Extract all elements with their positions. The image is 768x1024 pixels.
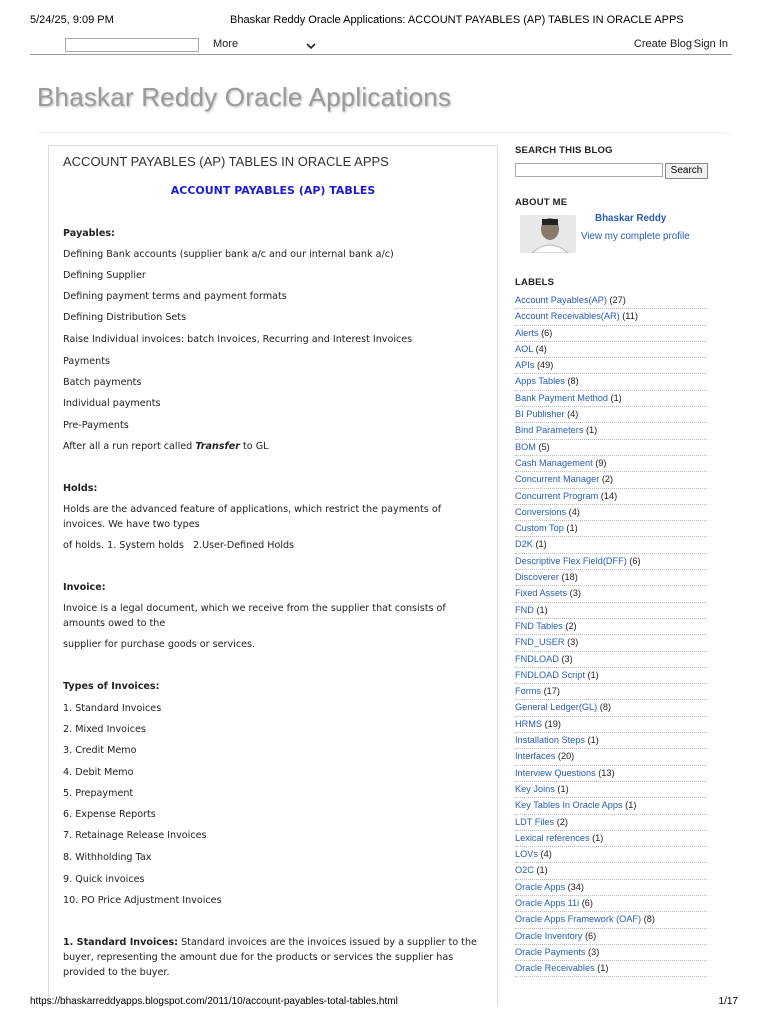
label-item	[515, 652, 707, 668]
label-count: (6)	[629, 555, 641, 566]
invoice-type-item: 7. Retainage Release Invoices	[63, 830, 207, 841]
search-form	[515, 163, 710, 179]
label-link[interactable]: Apps Tables	[515, 376, 565, 387]
label-count: (4)	[540, 849, 552, 860]
label-item	[515, 929, 707, 945]
label-link[interactable]: Lexical references	[515, 832, 590, 843]
label-item	[515, 489, 707, 505]
label-count: (17)	[543, 686, 560, 697]
label-count: (1)	[597, 963, 609, 974]
label-count: (6)	[541, 327, 553, 338]
label-link[interactable]: General Ledger(GL)	[515, 702, 598, 713]
label-item	[515, 456, 707, 472]
payables-item: Defining Bank accounts (supplier bank a/c and our internal bank a/c)	[63, 249, 394, 260]
label-item	[515, 342, 707, 358]
search-heading: SEARCH THIS BLOG	[515, 145, 613, 156]
label-link[interactable]: FND Tables	[515, 620, 563, 631]
sign-in-link[interactable]: Sign In	[693, 38, 728, 50]
label-link[interactable]: BOM	[515, 441, 536, 452]
invoice-type-item: 2. Mixed Invoices	[63, 724, 146, 735]
label-count: (11)	[622, 311, 638, 322]
label-item	[515, 717, 707, 733]
invoice-type-item: 10. PO Price Adjustment Invoices	[63, 895, 222, 906]
label-count: (13)	[598, 767, 615, 778]
label-count: (1)	[625, 800, 637, 811]
label-count: (6)	[581, 897, 593, 908]
blogger-navbar	[30, 36, 732, 55]
label-link[interactable]: D2K	[515, 539, 533, 550]
label-item	[515, 766, 707, 782]
label-link[interactable]: Custom Top	[515, 523, 564, 534]
invoice-type-item: 3. Credit Memo	[63, 745, 137, 756]
payables-item: Raise Individual invoices: batch Invoices, Recurring and Interest Invoices	[63, 334, 413, 345]
holds-text: invoices. We have two types	[63, 519, 200, 530]
label-count: (1)	[592, 832, 604, 843]
label-item	[515, 570, 707, 586]
invoice-type-item: 1. Standard Invoices	[63, 703, 162, 714]
label-link[interactable]: Oracle Apps Framework (OAF)	[515, 914, 642, 925]
holds-heading: Holds:	[63, 483, 98, 494]
label-count: (6)	[584, 930, 597, 941]
label-link[interactable]: FNDLOAD Script	[515, 669, 585, 680]
post-container	[48, 145, 498, 1006]
label-link[interactable]: Conversions	[515, 506, 567, 517]
label-item	[515, 293, 707, 309]
payables-heading: Payables:	[63, 228, 115, 239]
label-item	[515, 880, 707, 896]
label-item	[515, 912, 707, 928]
label-link[interactable]: O2C	[515, 865, 534, 876]
label-link[interactable]: Oracle Apps 11i	[515, 897, 580, 908]
label-link[interactable]: Oracle Apps	[515, 881, 566, 892]
label-link[interactable]: Concurrent Manager	[515, 474, 600, 485]
label-item	[515, 505, 707, 521]
label-item	[515, 700, 707, 716]
label-link[interactable]: Discoverer	[515, 572, 559, 583]
transfer-line: After all a run report called Transfer to GL	[63, 441, 269, 452]
label-link[interactable]: Account Payables(AP)	[515, 295, 607, 305]
label-link[interactable]: Interview Questions	[515, 767, 596, 778]
invoice-type-item: 8. Withholding Tax	[63, 852, 152, 863]
label-count: (1)	[610, 392, 622, 403]
create-blog-link[interactable]: Create Blog	[633, 38, 692, 50]
navbar-search-input[interactable]	[65, 38, 199, 52]
label-count: (20)	[557, 751, 575, 762]
label-count: (18)	[561, 572, 578, 583]
label-count: (1)	[535, 539, 547, 550]
label-count: (4)	[535, 343, 547, 354]
label-count: (1)	[536, 865, 548, 876]
label-item	[515, 603, 707, 619]
label-count: (1)	[586, 425, 598, 436]
invoice-type-item: 4. Debit Memo	[63, 767, 134, 778]
label-count: (49)	[536, 360, 554, 371]
view-profile-link[interactable]: View my complete profile	[581, 231, 690, 242]
holds-text: of holds. 1. System holds 2.User-Defined Holds	[63, 540, 295, 551]
label-count: (1)	[587, 669, 599, 680]
label-link[interactable]: Interfaces	[515, 751, 556, 762]
label-item	[515, 358, 707, 374]
label-link[interactable]: Descriptive Flex Field(DFF)	[515, 555, 627, 566]
label-link[interactable]: Cash Management	[515, 457, 593, 468]
label-count: (4)	[567, 409, 579, 420]
label-link[interactable]: Bind Parameters	[515, 425, 584, 436]
label-item	[515, 407, 707, 423]
label-item	[515, 831, 707, 847]
label-item	[515, 374, 707, 390]
invoice-type-item: 6. Expense Reports	[63, 809, 156, 820]
label-link[interactable]: Key Joins	[515, 783, 555, 794]
search-button[interactable]: Search	[665, 163, 708, 179]
page-url: https://bhaskarreddyapps.blogspot.com/2011/10/account-payables-total-tables.html	[30, 996, 398, 1007]
label-item	[515, 635, 707, 651]
label-link[interactable]: Fixed Assets	[515, 588, 568, 599]
chevron-down-icon[interactable]	[306, 38, 316, 56]
invoice-heading: Invoice:	[63, 582, 106, 593]
label-count: (8)	[643, 914, 655, 925]
label-count: (14)	[600, 490, 618, 501]
payables-item: Payments	[63, 356, 110, 367]
label-item	[515, 472, 707, 488]
label-link[interactable]: LOVs	[515, 849, 538, 860]
label-count: (1)	[566, 523, 578, 534]
payables-item: Batch payments	[63, 377, 142, 388]
about-heading: ABOUT ME	[515, 197, 568, 208]
label-count: (2)	[601, 474, 614, 485]
label-item	[515, 619, 707, 635]
label-count: (3)	[567, 637, 579, 648]
label-item	[515, 668, 707, 684]
label-link[interactable]: Account Receivables(AR)	[515, 311, 620, 322]
label-link[interactable]: Bank Payment Method	[515, 392, 608, 403]
label-count: (4)	[568, 506, 580, 517]
label-count: (3)	[569, 588, 581, 599]
label-item	[515, 586, 707, 602]
sidebar	[515, 145, 710, 974]
label-item	[515, 945, 707, 961]
label-link[interactable]: APIs	[515, 360, 535, 371]
label-item	[515, 684, 707, 700]
label-item	[515, 815, 707, 831]
print-footer	[30, 996, 738, 1010]
payables-item: Individual payments	[63, 398, 161, 409]
label-count: (3)	[588, 946, 600, 957]
label-item	[515, 537, 707, 553]
invoice-type-item: 5. Prepayment	[63, 788, 134, 799]
search-input[interactable]	[515, 163, 663, 177]
label-item	[515, 554, 707, 570]
labels-heading: LABELS	[515, 277, 555, 288]
label-item	[515, 782, 707, 798]
invoice-text: supplier for purchase goods or services.	[63, 639, 256, 650]
label-count: (3)	[561, 653, 573, 664]
label-link[interactable]: Oracle Payments	[515, 946, 586, 957]
holds-text: Holds are the advanced feature of applications, which restrict the payments of	[63, 504, 442, 515]
post-subtitle: ACCOUNT PAYABLES (AP) TABLES	[170, 184, 376, 197]
label-item	[515, 847, 707, 863]
label-item	[515, 423, 707, 439]
post-title: ACCOUNT PAYABLES (AP) TABLES IN ORACLE APPS	[63, 154, 389, 169]
label-count: (1)	[587, 735, 599, 746]
label-item	[515, 733, 707, 749]
label-link[interactable]: Installation Steps	[515, 735, 585, 746]
label-count: (8)	[567, 376, 579, 387]
label-count: (8)	[599, 702, 612, 713]
invoice-text: Invoice is a legal document, which we receive from the supplier that consists of	[63, 603, 446, 614]
label-count: (34)	[567, 881, 584, 892]
payables-item: Defining Distribution Sets	[63, 312, 187, 323]
label-link[interactable]: Key Tables In Oracle Apps	[515, 800, 623, 811]
label-count: (2)	[565, 620, 577, 631]
label-count: (27)	[609, 295, 626, 305]
standard-invoices-para: 1. Standard Invoices: Standard invoices are the invoices issued by a supplier to the	[63, 937, 477, 948]
label-link[interactable]: Concurrent Program	[515, 490, 599, 501]
label-link[interactable]: LDT Files	[515, 816, 555, 827]
label-link[interactable]: Forms	[515, 686, 542, 697]
label-item	[515, 309, 707, 325]
label-item	[515, 961, 707, 977]
label-item	[515, 521, 707, 537]
labels-list	[515, 293, 710, 977]
label-count: (1)	[536, 604, 548, 615]
page-number: 1/17	[718, 996, 738, 1007]
label-link[interactable]: Alerts	[515, 327, 539, 338]
label-link[interactable]: AOL	[515, 343, 534, 354]
print-datetime: 5/24/25, 9:09 PM	[30, 14, 114, 26]
label-count: (2)	[556, 816, 568, 827]
invoice-type-item: 9. Quick invoices	[63, 874, 145, 885]
payables-item: Defining payment terms and payment formats	[63, 291, 287, 302]
label-link[interactable]: BI Publisher	[515, 409, 565, 420]
payables-item: Pre-Payments	[63, 420, 129, 431]
standard-invoices-para: buyer, representing the amount due for the products or services the supplier has	[63, 952, 454, 963]
label-link[interactable]: Oracle Inventory	[515, 930, 583, 941]
blog-title[interactable]: Bhaskar Reddy Oracle Applications	[37, 82, 452, 112]
label-item	[515, 896, 707, 912]
label-count: (5)	[538, 441, 550, 452]
label-count: (1)	[557, 783, 569, 794]
label-item	[515, 863, 707, 879]
avatar[interactable]	[520, 215, 576, 253]
print-header	[30, 14, 738, 30]
label-link[interactable]: FND	[515, 604, 534, 615]
print-title: Bhaskar Reddy Oracle Applications: ACCOUNT PAYABLES (AP) TABLES IN ORACLE APPS	[230, 14, 684, 26]
payables-item: Defining Supplier	[63, 270, 146, 281]
standard-invoices-para: provided to the buyer.	[63, 967, 170, 978]
label-link[interactable]: HRMS	[515, 718, 543, 729]
label-item	[515, 326, 707, 342]
types-heading: Types of Invoices:	[63, 681, 160, 692]
label-link[interactable]: Oracle Receivables	[515, 963, 595, 974]
invoice-text: amounts owed to the	[63, 618, 166, 629]
more-menu[interactable]: More	[213, 38, 239, 50]
label-item	[515, 798, 707, 814]
label-item	[515, 749, 707, 765]
profile-name-link[interactable]: Bhaskar Reddy	[595, 213, 667, 224]
label-count: (9)	[595, 457, 607, 468]
label-link[interactable]: FNDLOAD	[515, 653, 559, 664]
label-link[interactable]: FND_USER	[515, 637, 565, 648]
label-item	[515, 391, 707, 407]
label-count: (19)	[544, 718, 561, 729]
label-item	[515, 440, 707, 456]
